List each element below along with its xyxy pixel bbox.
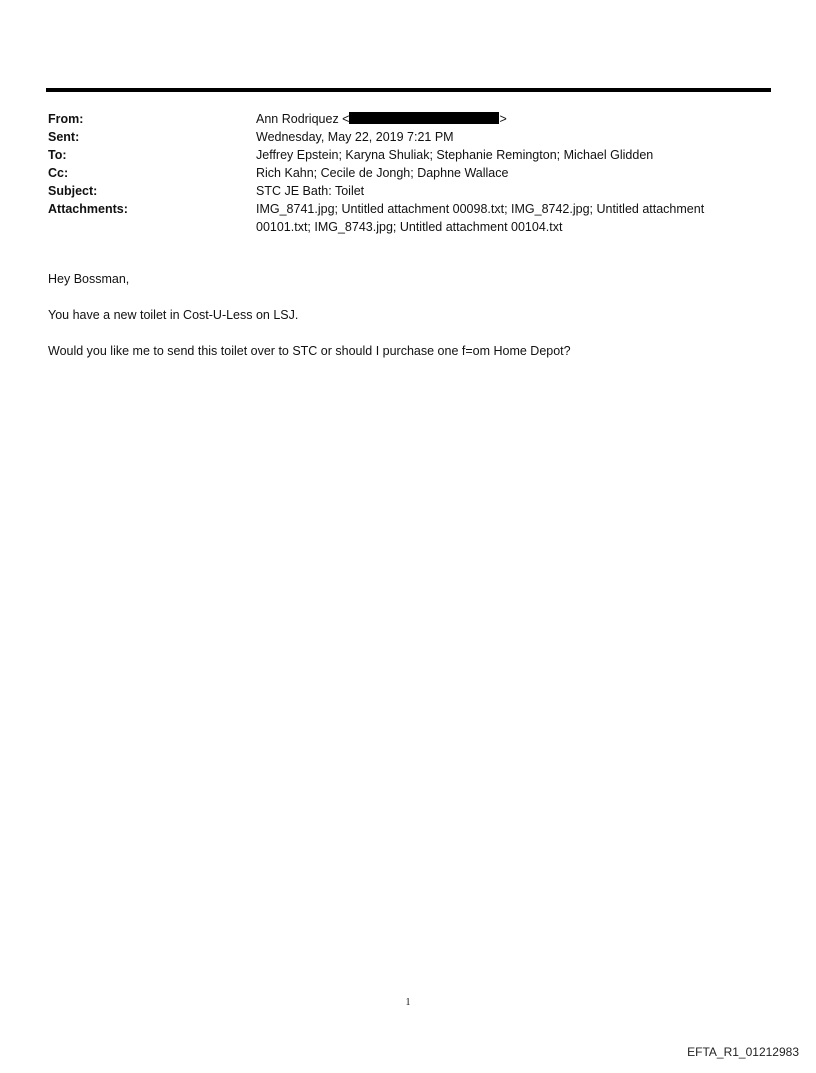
email-header [48, 110, 768, 236]
subject-row [48, 182, 768, 200]
cc-label: Cc: [48, 166, 69, 180]
sent-value: Wednesday, May 22, 2019 7:21 PM [256, 130, 454, 144]
from-value [256, 110, 768, 128]
attachments-label: Attachments: [48, 202, 128, 216]
header-rule [46, 88, 771, 92]
from-name: Ann Rodriquez < [256, 112, 350, 126]
cc-row [48, 164, 768, 182]
body-paragraph-2: Would you like me to send this toilet over to STC or should I purchase one f=om Home Depot? [48, 344, 571, 358]
redaction-bar [349, 112, 499, 124]
attachments-value [256, 200, 768, 236]
body-paragraph-1: You have a new toilet in Cost-U-Less on LSJ. [48, 308, 299, 322]
to-value: Jeffrey Epstein; Karyna Shuliak; Stephanie Remington; Michael Glidden [256, 148, 654, 162]
subject-label: Subject: [48, 184, 98, 198]
subject-value: STC JE Bath: Toilet [256, 184, 365, 198]
to-label: To: [48, 148, 67, 162]
sent-label: Sent: [48, 130, 80, 144]
attachments-line-2: 00101.txt; IMG_8743.jpg; Untitled attachment 00104.txt [256, 220, 563, 234]
to-row [48, 146, 768, 164]
email-body [48, 271, 768, 379]
sent-row [48, 128, 768, 146]
attachments-line-1: IMG_8741.jpg; Untitled attachment 00098.txt; IMG_8742.jpg; Untitled attachment [256, 202, 705, 216]
from-end: > [499, 112, 507, 126]
cc-value: Rich Kahn; Cecile de Jongh; Daphne Wallace [256, 166, 509, 180]
from-label: From: [48, 112, 84, 126]
document-id: EFTA_R1_01212983 [687, 1045, 799, 1059]
attachments-row [48, 200, 768, 236]
from-row [48, 110, 768, 128]
page-number: 1 [405, 997, 411, 1008]
body-greeting: Hey Bossman, [48, 272, 130, 286]
